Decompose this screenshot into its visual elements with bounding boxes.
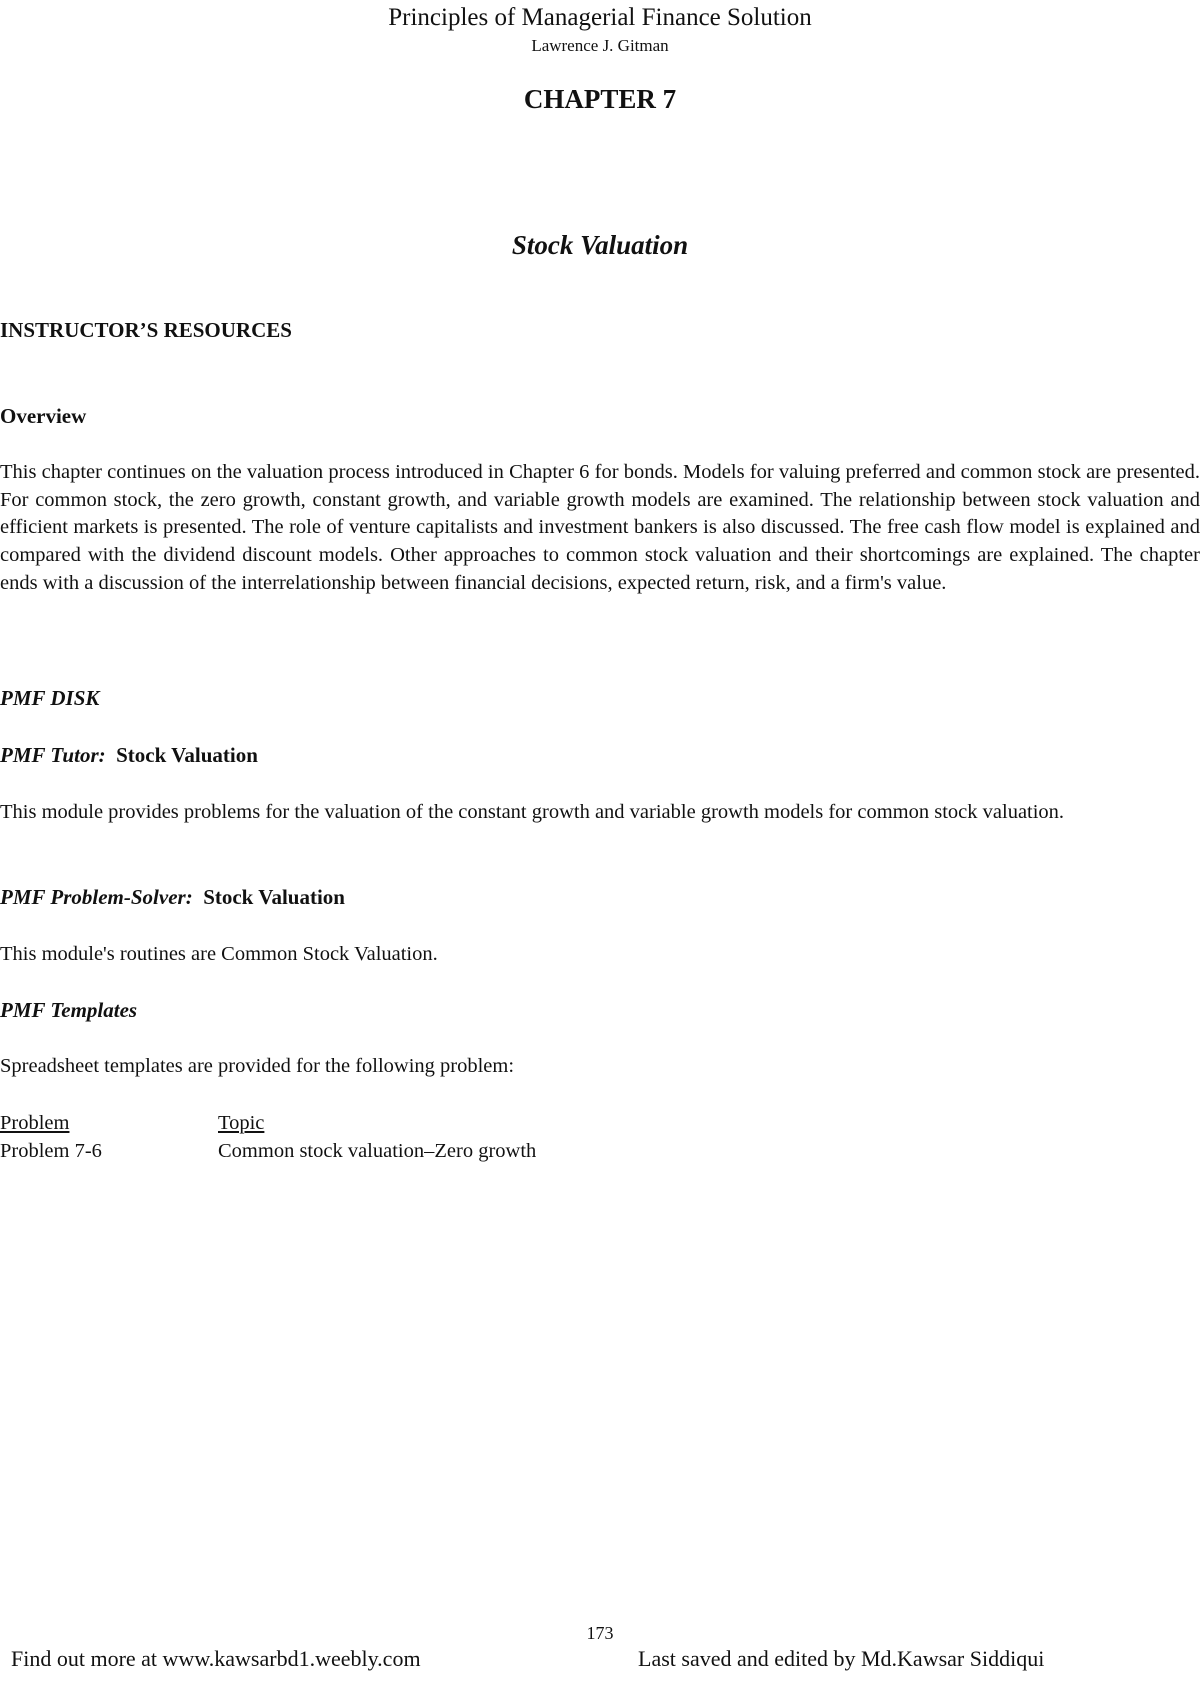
pmf-tutor-paragraph: This module provides problems for the valuation of the constant growth and variable growth models for common stock valuation. bbox=[0, 801, 1065, 823]
overview-paragraph: This chapter continues on the valuation process introduced in Chapter 6 for bonds. Models for valuing preferred and common stock are presented. For common stock, the zero growth, constant growth, and variable growth models are examined. The relationship between stock valuation and efficient markets is presented. The role of venture capitalists and investment bankers is also discussed. The free cash flow model is explained and compared with the dividend discount models. Other approaches to common stock valuation and their shortcomings are explained. The chapter ends with a discussion of the interrelationship between financial decisions, expected return, risk, and a firm's value. bbox=[0, 461, 1200, 594]
table-header-problem: Problem bbox=[0, 1112, 70, 1134]
pmf-templates-heading: PMF Templates bbox=[0, 998, 138, 1022]
table-cell-topic: Common stock valuation–Zero growth bbox=[218, 1140, 537, 1162]
page-number: 173 bbox=[586, 1623, 614, 1643]
book-title: Principles of Managerial Finance Solution bbox=[388, 4, 812, 31]
footer-editor-text: Last saved and edited by Md.Kawsar Siddiqui bbox=[638, 1646, 1045, 1671]
table-cell-problem: Problem 7-6 bbox=[0, 1140, 102, 1162]
instructors-resources-heading: INSTRUCTOR’S RESOURCES bbox=[0, 318, 292, 342]
chapter-number: CHAPTER 7 bbox=[523, 84, 677, 114]
pmf-tutor-label: PMF Tutor: bbox=[0, 743, 106, 767]
overview-heading: Overview bbox=[0, 404, 87, 428]
templates-table bbox=[0, 1109, 700, 1165]
pmf-problem-solver-topic: Stock Valuation bbox=[203, 885, 345, 909]
pmf-tutor-topic: Stock Valuation bbox=[116, 743, 258, 767]
pmf-problem-solver-heading bbox=[0, 884, 345, 910]
footer-website-text: Find out more at www.kawsarbd1.weebly.com bbox=[11, 1646, 421, 1671]
chapter-title: Stock Valuation bbox=[511, 230, 689, 260]
pmf-problem-solver-paragraph: This module's routines are Common Stock Valuation. bbox=[0, 943, 438, 965]
pmf-templates-paragraph: Spreadsheet templates are provided for the following problem: bbox=[0, 1055, 515, 1077]
pmf-disk-heading: PMF DISK bbox=[0, 686, 100, 710]
pmf-tutor-heading bbox=[0, 742, 258, 768]
table-row bbox=[0, 1137, 700, 1165]
table-header-row bbox=[0, 1109, 700, 1137]
pmf-problem-solver-label: PMF Problem-Solver: bbox=[0, 885, 193, 909]
book-author: Lawrence J. Gitman bbox=[531, 36, 669, 55]
table-header-topic: Topic bbox=[218, 1112, 265, 1134]
